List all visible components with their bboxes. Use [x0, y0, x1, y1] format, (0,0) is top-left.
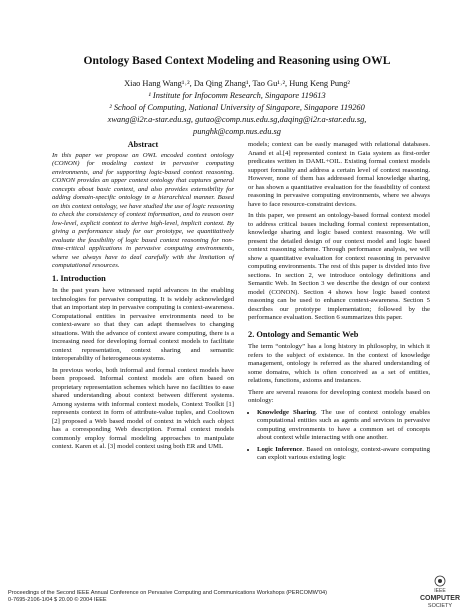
page-footer [8, 590, 388, 604]
ontology-paragraph-1: The term “ontology” has a long history in philosophy, in which it refers to the subject of existence. In the context of knowledge management, ontology is referred as the shared understanding of some domains, which is often conceived as a set of entities, relations, functions, axioms and instances. [248, 343, 430, 384]
list-item [257, 409, 430, 443]
ontology-section-heading: 2. Ontology and Semantic Web [248, 329, 359, 339]
introduction-heading: 1. Introduction [52, 273, 106, 283]
paper-title: Ontology Based Context Modeling and Reasoning using OWL [83, 54, 391, 67]
logo-line-2: COMPUTER [419, 595, 461, 602]
bullet-label: Logic Inference [257, 445, 303, 453]
abstract-text: In this paper we propose an OWL encoded context ontology (CONON) for modeling context in pervasive computing environments, and for supporting logic-based context reasoning. CONON provides an upper context ontology that captures general concepts about basic context, and also provides extensibility for adding domain-specific ontology in a hierarchical manner. Based on this context ontology, we have studied the use of logic reasoning to check the consistency of context information, and to reason over low-level, explicit context to derive high-level, implicit context. By giving a performance study for our prototype, we quantitatively evaluate the feasibility of logic based context reasoning for non-time-critical applications in pervasive computing environments, where we always have to deal carefully with the limitation of computational resources. [52, 151, 234, 269]
intro-paragraph-3: models; context can be easily managed with relational databases. Anand et al.[4] represented context in Gaia system as first-order predicates written in DAML+OIL. Existing formal context models support formality and address a certain level of context reasoning. However, none of them has addressed formal knowledge sharing, or has shown a quantitative evaluation for the feasibility of context reasoning in pervasive computing environments, where we always have to face resource-constraint devices. [248, 141, 430, 208]
author-names: Xiao Hang Wang¹˒², Da Qing Zhang¹, Tao Gu¹˒², Hung Keng Pung² [124, 79, 350, 88]
bullet-text: . Based on ontology, context-aware computing can exploit various existing logic [257, 445, 430, 461]
proceedings-line: Proceedings of the Second IEEE Annual Conference on Pervasive Computing and Communications Workshops (PERCOMW'04) [8, 590, 328, 596]
isbn-line: 0-7695-2106-1/04 $ 20.00 © 2004 IEEE [8, 597, 107, 603]
right-column [248, 141, 430, 466]
bullet-text: . The use of context ontology enables computational entities such as agents and services in pervasive computing environments to have a common set of concepts about context while interacting with one another. [257, 408, 430, 441]
intro-paragraph-4: In this paper, we present an ontology-based formal context model to address critical issues including formal context representation, knowledge sharing and logic based context reasoning. We will present the detailed design of our context model and logic based context reasoning scheme. Through performance analysis, we will show a quantitative evaluation for context reasoning in pervasive computing environments. The rest of this paper is divided into five sections. In section 2, we introduce ontology definitions and Semantic Web. In Section 3 we describe the design of our context model (CONON). Section 4 shows how logic based context reasoning can be used to enhance context-awareness. Section 5 describes our prototype implementation; followed by the performance evaluation. Section 6 summarizes this paper. [248, 212, 430, 321]
affiliation-1: ¹ Institute for Infocomm Research, Singapore 119613 [148, 91, 326, 100]
author-emails-2: punghk@comp.nus.edu.sg [193, 127, 281, 136]
author-emails-1: xwang@i2r.a-star.edu.sg, gutao@comp.nus.edu.sg,daqing@i2r.a-star.edu.sg, [107, 115, 367, 124]
logo-line-3: SOCIETY [427, 603, 453, 609]
affiliation-2: ² School of Computing, National University of Singapore, Singapore 119260 [109, 103, 365, 112]
reasons-list [248, 409, 430, 463]
ontology-paragraph-2: There are several reasons for developing context models based on ontology: [248, 388, 430, 404]
list-item [257, 446, 430, 463]
logo-line-1: IEEE [434, 588, 446, 594]
bullet-label: Knowledge Sharing [257, 408, 316, 416]
abstract-heading: Abstract [127, 140, 159, 149]
author-block [0, 78, 474, 138]
ieee-computer-society-logo [414, 575, 466, 609]
intro-paragraph-1: In the past years have witnessed rapid advances in the enabling technologies for pervasive computing. It is widely acknowledged that an important step in pervasive computing is context-awareness. Computational entities in pervasive environments need to be context-aware so that they can adapt themselves to changing situations. With the advance of context aware computing, there is a increasing need for developing formal context models to facilitate context representation, context sharing and semantic interoperability of heterogeneous systems. [52, 287, 234, 362]
left-column [52, 141, 234, 455]
intro-paragraph-2: In previous works, both informal and formal context models have been proposed. Informal context models are often based on proprietary representation schemes which have no facilities to ease shared understanding about context between different systems. Among systems with informal context models, Context Toolkit [1] represents context in form of attribute-value tuples, and Cooltown [2] proposed a Web based model of context in which each object has a corresponding Web description. Formal context models commonly employ formal modeling approaches to manipulate context. Karen et al. [3] model context using both ER and UML [52, 366, 234, 450]
